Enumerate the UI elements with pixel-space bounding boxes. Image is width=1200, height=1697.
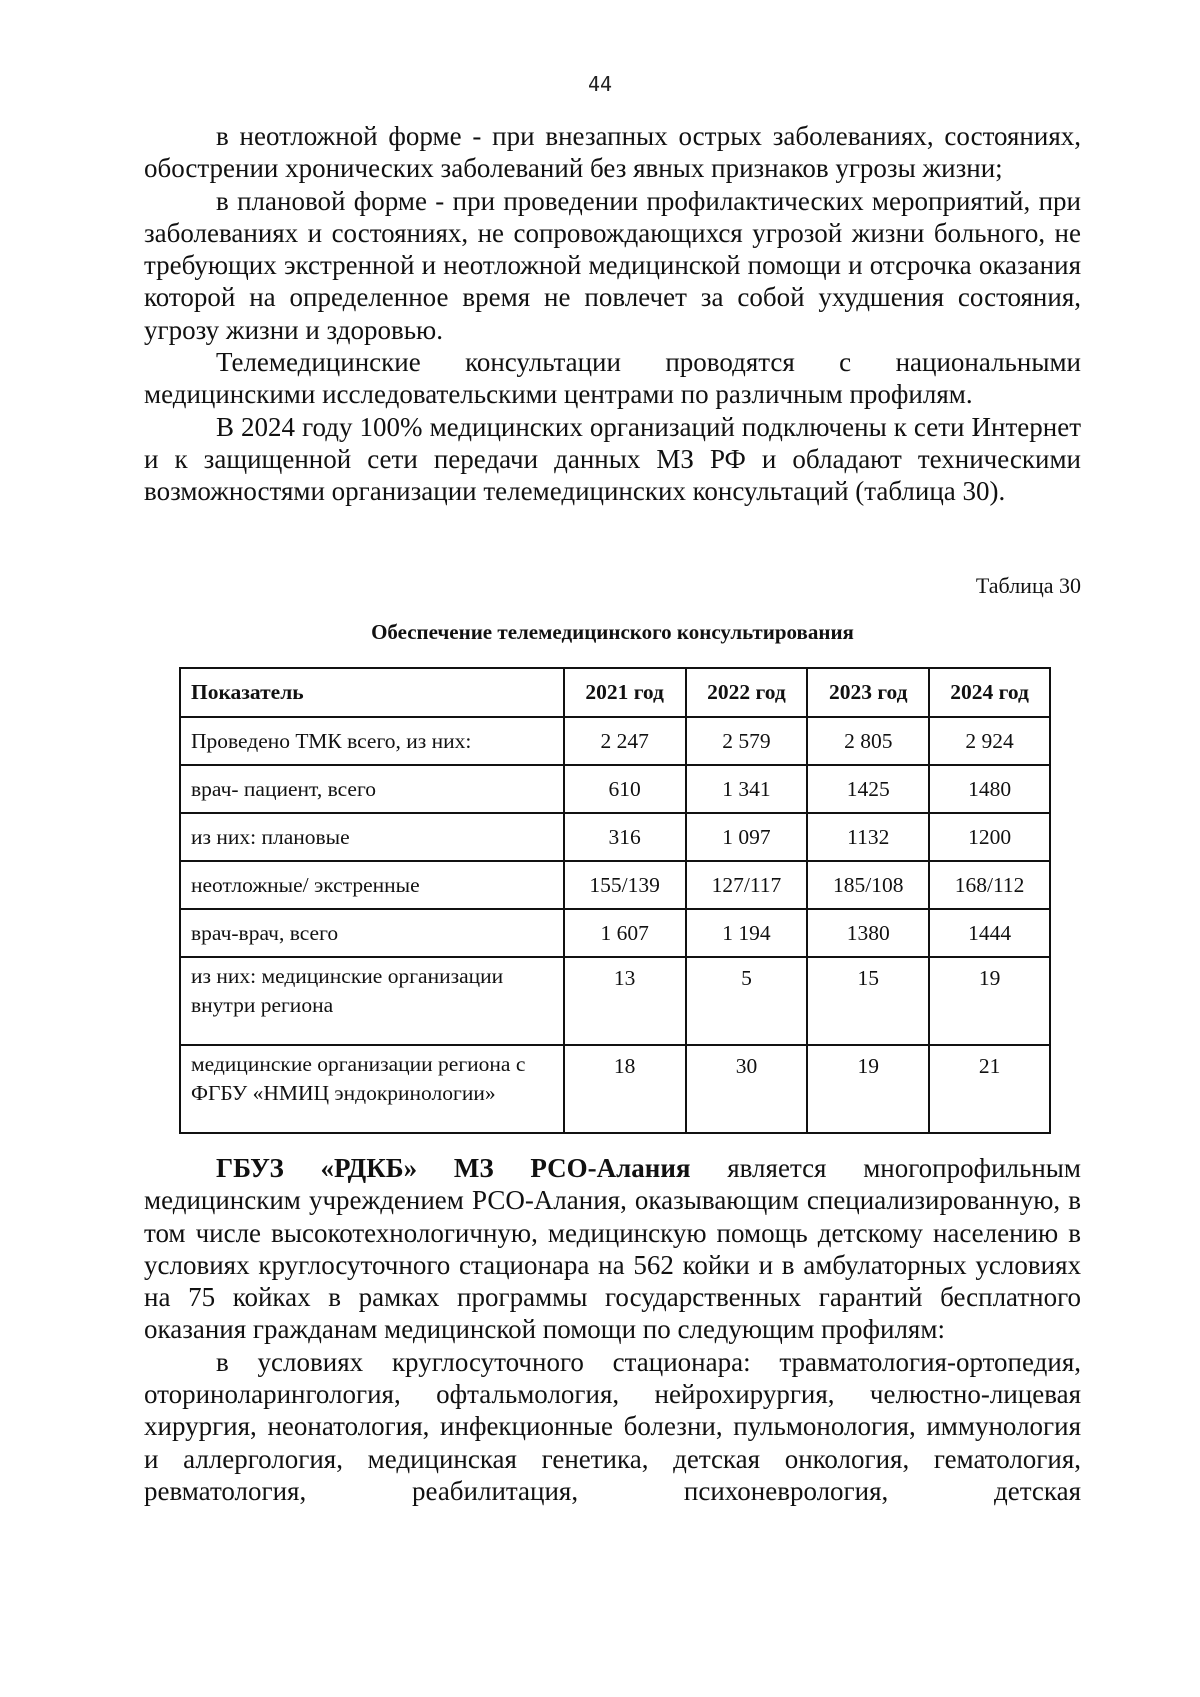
- cell-2023: 15: [807, 957, 929, 1045]
- header-2022: 2022 год: [686, 668, 808, 717]
- cell-2022: 1 194: [686, 909, 808, 957]
- row-label: из них: плановые: [180, 813, 564, 861]
- table-row: [180, 957, 1050, 1045]
- row-label: врач- пациент, всего: [180, 765, 564, 813]
- row-label: врач-врач, всего: [180, 909, 564, 957]
- header-2023: 2023 год: [807, 668, 929, 717]
- row-label: медицинские организации региона с ФГБУ «НМИЦ эндокринологии»: [180, 1045, 564, 1133]
- row-label: Проведено ТМК всего, из них:: [180, 717, 564, 765]
- paragraph-internet: В 2024 году 100% медицинских организаций подключены к сети Интернет и к защищенной сети передачи данных МЗ РФ и обладают техническими возможностями организации телемедицинских консультаций (таблица 30).: [144, 411, 1081, 507]
- institution-description: является многопрофильным медицинским учреждением РСО-Алания, оказывающим специализированную, в том числе высокотехнологичную, медицинскую помощь детскому населению в условиях круглосуточного стационара на 562 койки и в амбулаторных условиях на 75 койках в рамках программы государственных гарантий бесплатного оказания гражданам медицинской помощи по следующим профилям:: [144, 1153, 1081, 1345]
- table-row: [180, 813, 1050, 861]
- table-row: [180, 861, 1050, 909]
- row-label: из них: медицинские организации внутри региона: [180, 957, 564, 1045]
- cell-2024: 2 924: [929, 717, 1050, 765]
- cell-2021: 13: [564, 957, 686, 1045]
- header-indicator: Показатель: [180, 668, 564, 717]
- cell-2021: 610: [564, 765, 686, 813]
- paragraph-rdkb: [144, 1152, 1081, 1346]
- rdkb-text: [144, 1152, 1081, 1507]
- cell-2021: 155/139: [564, 861, 686, 909]
- cell-2021: 316: [564, 813, 686, 861]
- telemedicine-table: [179, 667, 1051, 1134]
- cell-2023: 1132: [807, 813, 929, 861]
- cell-2022: 2 579: [686, 717, 808, 765]
- paragraph-planned-form: в плановой форме - при проведении профилактических мероприятий, при заболеваниях и состояниях, не сопровождающихся угрозой жизни больного, не требующих экстренной и неотложной медицинской помощи и отсрочка оказания которой на определенное время не повлечет за собой ухудшения состояния, угрозу жизни и здоровью.: [144, 185, 1081, 345]
- cell-2024: 168/112: [929, 861, 1050, 909]
- cell-2024: 19: [929, 957, 1050, 1045]
- paragraph-urgent-form: в неотложной форме - при внезапных острых заболеваниях, состояниях, обострении хронических заболеваний без явных признаков угрозы жизни;: [144, 121, 1081, 184]
- table-header-row: [180, 668, 1050, 717]
- cell-2021: 18: [564, 1045, 686, 1133]
- cell-2021: 1 607: [564, 909, 686, 957]
- cell-2024: 21: [929, 1045, 1050, 1133]
- cell-2022: 127/117: [686, 861, 808, 909]
- table-row: [180, 765, 1050, 813]
- cell-2023: 2 805: [807, 717, 929, 765]
- cell-2023: 185/108: [807, 861, 929, 909]
- page-number: 44: [587, 72, 613, 96]
- institution-name: ГБУЗ «РДКБ» МЗ РСО-Алания: [216, 1153, 691, 1183]
- table-row: [180, 909, 1050, 957]
- table-title: Обеспечение телемедицинского консультирования: [371, 620, 854, 644]
- cell-2023: 19: [807, 1045, 929, 1133]
- row-label: неотложные/ экстренные: [180, 861, 564, 909]
- cell-2023: 1425: [807, 765, 929, 813]
- intro-text: [144, 120, 1081, 508]
- cell-2023: 1380: [807, 909, 929, 957]
- paragraph-telemedicine: Телемедицинские консультации проводятся с национальными медицинскими исследовательскими центрами по различным профилям.: [144, 347, 1081, 410]
- cell-2024: 1200: [929, 813, 1050, 861]
- cell-2022: 1 097: [686, 813, 808, 861]
- cell-2024: 1444: [929, 909, 1050, 957]
- header-2024: 2024 год: [929, 668, 1050, 717]
- cell-2022: 5: [686, 957, 808, 1045]
- cell-2022: 1 341: [686, 765, 808, 813]
- header-2021: 2021 год: [564, 668, 686, 717]
- table-caption: Таблица 30: [975, 573, 1081, 598]
- cell-2024: 1480: [929, 765, 1050, 813]
- paragraph-profiles: в условиях круглосуточного стационара: травматология-ортопедия, оториноларингология, офтальмология, нейрохирургия, челюстно-лицевая хирургия, неонатология, инфекционные болезни, пульмонология, иммунология и аллергология, медицинская генетика, детская онкология, гематология, ревматология, реабилитация, психоневрология, детская: [144, 1346, 1081, 1506]
- table-row: [180, 1045, 1050, 1133]
- table-row: [180, 717, 1050, 765]
- cell-2021: 2 247: [564, 717, 686, 765]
- cell-2022: 30: [686, 1045, 808, 1133]
